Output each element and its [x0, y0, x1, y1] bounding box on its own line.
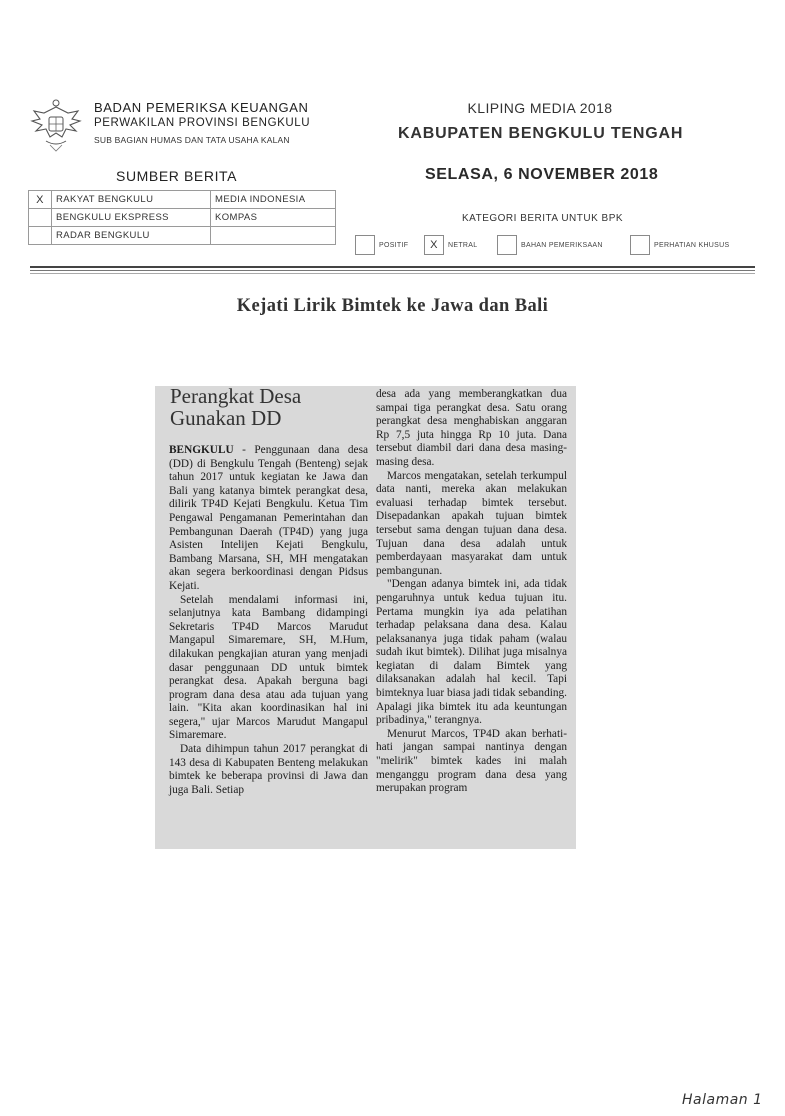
paragraph: Data dihimpun tahun 2017 perangkat di 143 desa di Kabupaten Benteng melakukan bimtek ke beberapa provinsi di Jawa dan juga Bali. Setiap: [169, 743, 368, 796]
kategori-title: KATEGORI BERITA UNTUK BPK: [462, 213, 624, 224]
category-label: BAHAN PEMERIKSAAN: [521, 241, 603, 249]
source-row: [29, 191, 336, 209]
clipping-title-line: Gunakan DD: [170, 406, 282, 430]
category-checkbox: [497, 235, 517, 255]
category-checkbox: [630, 235, 650, 255]
source-name: KOMPAS: [211, 209, 336, 227]
kabupaten-title: KABUPATEN BENGKULU TENGAH: [398, 125, 684, 142]
source-row: [29, 227, 336, 245]
garuda-emblem-icon: [30, 95, 82, 153]
category-netral: [424, 235, 477, 255]
source-name: BENGKULU EKSPRESS: [52, 209, 211, 227]
category-label: POSITIF: [379, 241, 409, 249]
clipping-title-line: Perangkat Desa: [170, 384, 302, 408]
kliping-title: KLIPING MEDIA 2018: [467, 100, 613, 116]
category-bahan-pemeriksaan: [497, 235, 603, 255]
org-province: PERWAKILAN PROVINSI BENGKULU: [94, 117, 311, 129]
source-name: RADAR BENGKULU: [52, 227, 211, 245]
source-name: MEDIA INDONESIA: [211, 191, 336, 209]
article-column-1: [169, 444, 368, 797]
paragraph: desa ada yang memberangkatkan dua sampai tiga perangkat desa. Satu orang perangkat desa menghabiskan anggaran Rp 7,5 juta hingga Rp 10 juta. Dana tersebut diambil dari dana desa masing-masing desa.: [376, 388, 567, 468]
sumber-berita-table: [28, 190, 336, 245]
page-number: Halaman 1: [682, 1092, 763, 1108]
source-name: RAKYAT BENGKULU: [52, 191, 211, 209]
category-label: PERHATIAN KHUSUS: [654, 241, 730, 249]
source-mark: X: [29, 191, 52, 209]
dateline: BENGKULU: [169, 444, 234, 456]
org-name: BADAN PEMERIKSA KEUANGAN: [94, 100, 309, 115]
paragraph: "Dengan adanya bimtek ini, ada tidak pengaruhnya untuk kedua tujuan itu. Pertama mungkin iya ada pelatihan terhadap pelaksana dana desa. Kalau pelaksananya juga tidak paham (walau sudah ikut bimtek). Dilihat juga misalnya kegiatan di dalam Bimtek yang dilaksanakan adalah hal kecil. Tapi bimteknya luar biasa jadi tidak sebanding. Apalagi jika bimtek itu ada keuntungan pribadinya," terangnya.: [376, 578, 567, 727]
source-mark: [29, 227, 52, 245]
category-perhatian-khusus: [630, 235, 729, 255]
sumber-berita-title: SUMBER BERITA: [116, 168, 238, 184]
paragraph: Menurut Marcos, TP4D akan berhati-hati jangan sampai nantinya dengan "melirik" bimtek kades ini malah menganggu program dana desa yang merupakan program: [376, 727, 567, 795]
article-headline: Kejati Lirik Bimtek ke Jawa dan Bali: [236, 296, 549, 316]
category-positif: [355, 235, 408, 255]
paragraph: Setelah mendalami informasi ini, selanjutnya kata Bambang didampingi Sekretaris TP4D Marcos Marudut Mangapul Simaremare, SH, M.Hum, dilakukan pengkajian aturan yang menjadi dasar penggunaan DD untuk bimtek perangkat desa. Apakah berguna bagi program dana desa atau ada tujuan yang lain. "Kita akan koordinasikan hal ini segera," ujar Marcos Marudut Mangapul Simaremare.: [169, 593, 368, 742]
source-row: [29, 209, 336, 227]
source-mark: [29, 209, 52, 227]
org-subdivision: SUB BAGIAN HUMAS DAN TATA USAHA KALAN: [94, 135, 290, 145]
header-divider: [30, 270, 755, 271]
header-divider: [30, 266, 755, 268]
header-divider: [30, 273, 755, 274]
clipping-date: SELASA, 6 NOVEMBER 2018: [425, 166, 659, 183]
article-column-2: [376, 388, 567, 796]
paragraph: - Penggunaan dana desa (DD) di Bengkulu Tengah (Benteng) sejak tahun 2017 untuk kegiatan ke Jawa dan Bali yang katanya bimtek perangkat desa, dilirik TP4D Kejati Bengkulu. Ketua Tim Pengawal Pengamanan Pemerintahan dan Pembangunan Daerah (TP4D) yang juga Asisten Intelijen Kejati Bengkulu, Bambang Marsana, SH, MH mengatakan akan segera berkoordinasi dengan Pidsus Kejati.: [169, 444, 368, 592]
category-checkbox: [355, 235, 375, 255]
clipping-title: [170, 385, 301, 429]
source-name: [211, 227, 336, 245]
category-checkbox: X: [424, 235, 444, 255]
category-label: NETRAL: [448, 241, 478, 249]
paragraph: Marcos mengatakan, setelah terkumpul data nanti, mereka akan melakukan evaluasi terhadap bimtek tersebut. Disepadankan apakah tujuan bimtek tersebut sama dengan tujuan dana desa. Tujuan dana desa adalah untuk pemberdayaan masyarakat dam untuk pembangunan.: [376, 469, 567, 577]
